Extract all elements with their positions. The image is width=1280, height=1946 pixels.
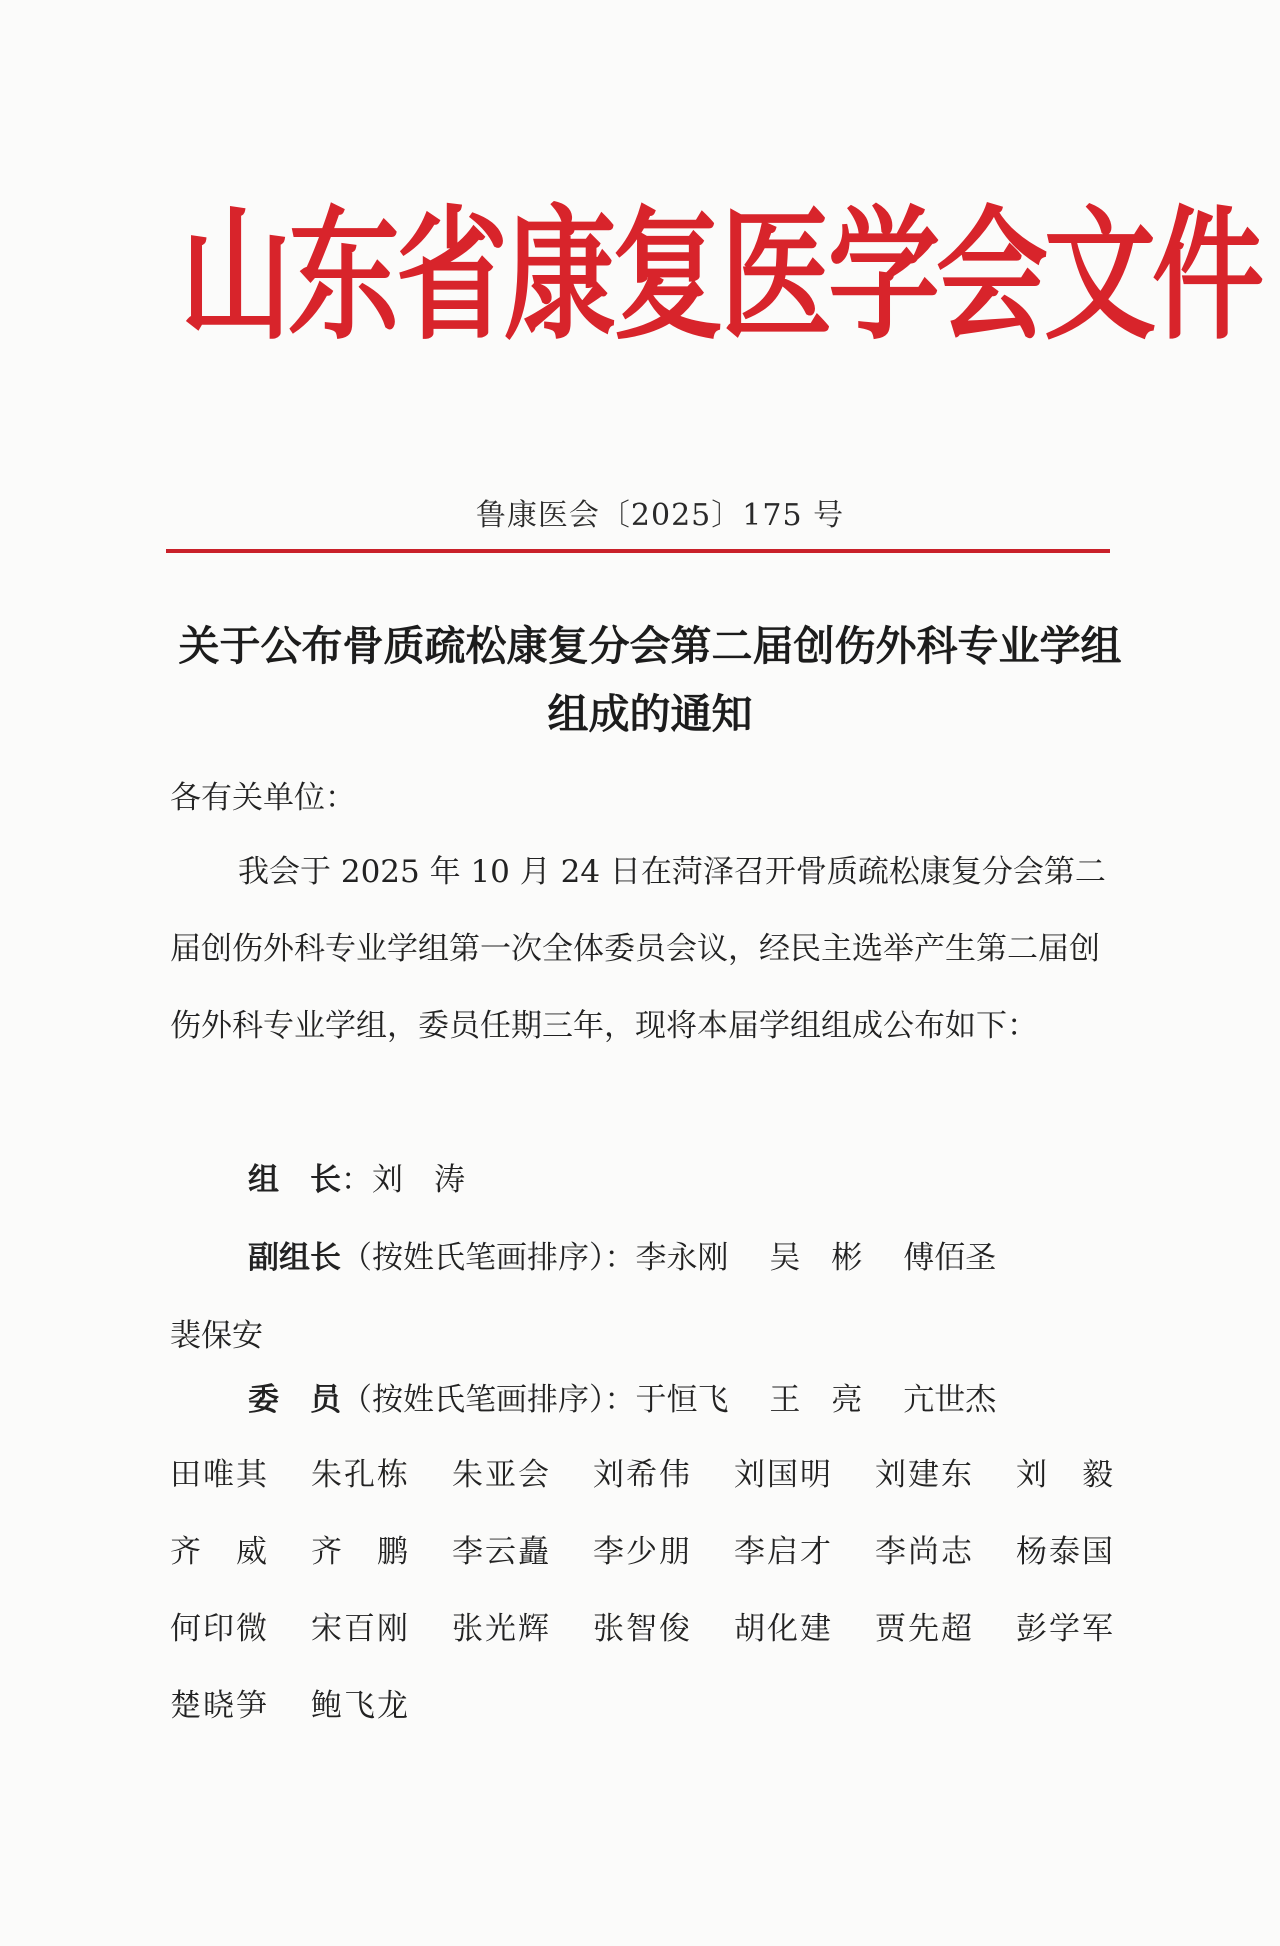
leader-name: ：刘 涛 bbox=[341, 1162, 465, 1198]
member-name: 朱孔栋 bbox=[311, 1457, 410, 1493]
members-line bbox=[170, 1362, 1130, 1439]
deputy-note: （按姓氏笔画排序）： bbox=[341, 1240, 636, 1276]
member-name: 刘建东 bbox=[875, 1457, 974, 1493]
deputy-names-line-1: 李永刚 吴 彬 傅佰圣 bbox=[635, 1240, 997, 1276]
member-name: 贾先超 bbox=[875, 1611, 974, 1647]
leader-line bbox=[170, 1142, 1130, 1219]
member-name: 朱亚会 bbox=[452, 1457, 551, 1493]
member-name: 张智俊 bbox=[593, 1611, 692, 1647]
member-name: 彭学军 bbox=[1016, 1611, 1115, 1647]
members-label: 委 员 bbox=[248, 1382, 341, 1418]
leader-label: 组 长 bbox=[248, 1162, 341, 1198]
deputy-label: 副组长 bbox=[248, 1240, 341, 1276]
member-name: 齐 威 bbox=[170, 1534, 269, 1570]
member-name: 宋百刚 bbox=[311, 1611, 410, 1647]
members-note: （按姓氏笔画排序）： bbox=[341, 1382, 636, 1418]
member-name: 刘 毅 bbox=[1016, 1457, 1115, 1493]
member-name: 杨泰国 bbox=[1016, 1534, 1115, 1570]
member-name: 李尚志 bbox=[875, 1534, 974, 1570]
body-paragraph-text: 我会于 2025 年 10 月 24 日在菏泽召开骨质疏松康复分会第二届创伤外科专业学组第一次全体委员会议，经民主选举产生第二届创伤外科专业学组，委员任期三年，现将本届学组组成公布如下： bbox=[170, 854, 1106, 1044]
org-header-title: 山东省康复医学会文件 bbox=[180, 193, 1260, 360]
document-number: 鲁康医会〔2025〕175 号 bbox=[475, 498, 845, 533]
member-name: 胡化建 bbox=[734, 1611, 833, 1647]
member-name: 田唯其 bbox=[170, 1457, 269, 1493]
notice-title-line-1: 关于公布骨质疏松康复分会第二届创伤外科专业学组 bbox=[178, 622, 1122, 670]
member-name: 何印微 bbox=[170, 1611, 269, 1647]
member-name: 齐 鹏 bbox=[311, 1534, 410, 1570]
deputy-names-line-2: 裴保安 bbox=[170, 1318, 263, 1354]
members-name-grid bbox=[170, 1437, 1130, 1745]
member-name: 李云矗 bbox=[452, 1534, 551, 1570]
notice-title bbox=[90, 612, 1210, 748]
member-name: 李少朋 bbox=[593, 1534, 692, 1570]
deputy-line bbox=[170, 1220, 1130, 1297]
member-name: 楚晓笋 bbox=[170, 1688, 269, 1724]
salutation: 各有关单位： bbox=[170, 780, 356, 816]
member-name: 刘希伟 bbox=[593, 1457, 692, 1493]
member-name: 刘国明 bbox=[734, 1457, 833, 1493]
red-divider-rule bbox=[166, 549, 1110, 553]
member-name: 张光辉 bbox=[452, 1611, 551, 1647]
member-name: 鲍飞龙 bbox=[311, 1688, 410, 1724]
body-paragraph bbox=[170, 834, 1130, 1065]
member-name: 李启才 bbox=[734, 1534, 833, 1570]
notice-title-line-2: 组成的通知 bbox=[547, 690, 753, 738]
members-line-1: 于恒飞 王 亮 亢世杰 bbox=[635, 1382, 997, 1418]
